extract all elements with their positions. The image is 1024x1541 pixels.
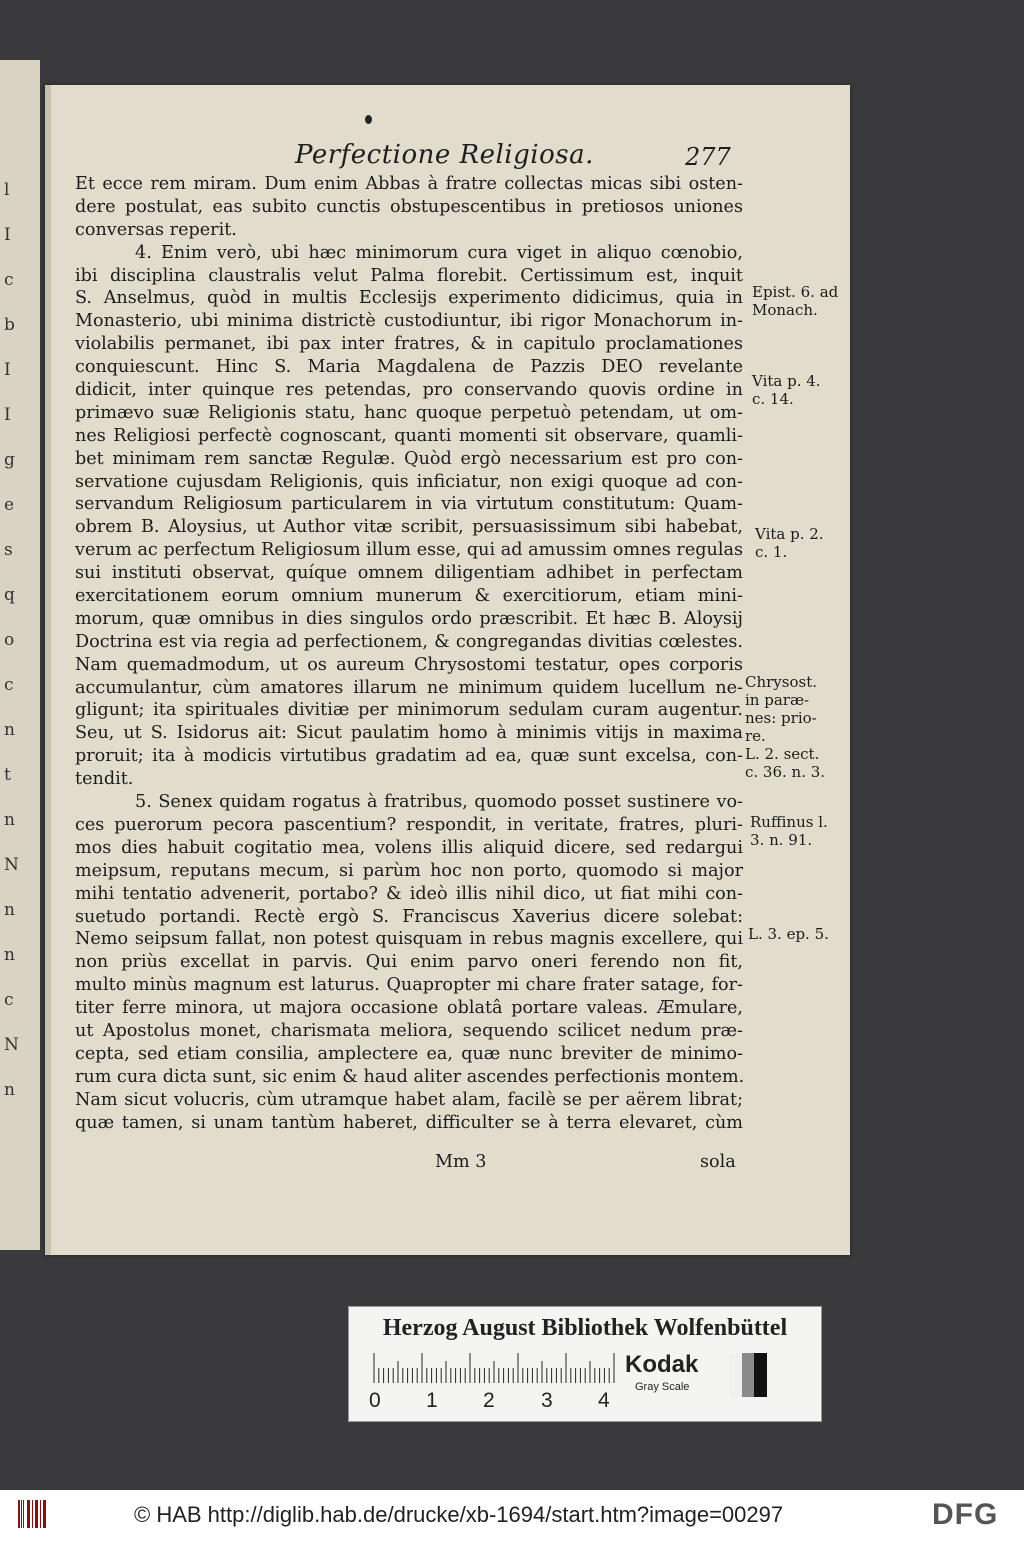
ruler-number: 4 [598, 1389, 610, 1412]
prev-page-letter: s [4, 540, 13, 560]
ruler-scale [369, 1353, 619, 1383]
kodak-label: Kodak [625, 1351, 699, 1378]
text-line: rum cura dicta sunt, sic enim & haud aliter ascendes perfectionis montem. [75, 1066, 745, 1087]
text-line: Nemo seipsum fallat, non potest quisquam in rebus magnis excellere, qui [75, 929, 743, 950]
page-number: 277 [685, 143, 731, 171]
text-line: Seu, ut S. Isidorus ait: Sicut paulatim homo à minimis vitijs in maxima [75, 723, 743, 744]
text-line: primævo suæ Religionis statu, hanc quoque perpetuò petendam, ut om- [75, 402, 743, 423]
prev-page-letter: l [4, 180, 10, 200]
marginal-note: L. 3. ep. 5. [748, 925, 829, 943]
prev-page-letter: e [4, 495, 15, 515]
barcode-bar [35, 1500, 37, 1528]
barcode-bar [45, 1500, 46, 1528]
text-line: servatione cujusdam Religionis, quis inficiatur, non exigi quoque ad con- [75, 471, 743, 492]
text-line: nes Religiosi perfectè cognoscant, quanti momenti sit observare, quamli- [75, 425, 743, 446]
prev-page-letter: c [4, 675, 14, 695]
gray-scale-label: Gray Scale [635, 1381, 690, 1393]
prev-page-letter: I [4, 405, 11, 425]
text-line: cepta, sed etiam consilia, amplectere ea, quæ nunc breviter de minimo- [75, 1043, 743, 1064]
book-page [45, 85, 850, 1255]
text-line: didicit, inter quinque res petendas, pro conservando quovis ordine in [75, 380, 743, 401]
text-line: 4. Enim verò, ubi hæc minimorum cura viget in aliquo cœnobio, [135, 242, 743, 263]
gray-scale-swatch [729, 1353, 767, 1397]
marginal-note: Epist. 6. ad Monach. [752, 283, 839, 319]
barcode-bar [40, 1500, 41, 1528]
text-line: mihi tentatio advenerit, portabo? & ideò illis nihil dico, ut fiat mihi con- [75, 883, 743, 904]
text-line: multo minùs magnum est laturus. Quapropter mi chare frater satage, for- [75, 975, 743, 996]
text-line: Nam quemadmodum, ut os aureum Chrysostomi testatur, opes corporis [75, 654, 743, 675]
barcode-bar [29, 1500, 30, 1528]
text-line: Nam sicut volucris, cùm utramque habet alam, facilè se per aërem librat; [75, 1089, 743, 1110]
prev-page-letter: n [4, 810, 15, 830]
prev-page-letter: c [4, 270, 14, 290]
library-name: Herzog August Bibliothek Wolfenbüttel [382, 1315, 788, 1341]
text-line: Monasterio, ubi minima districtè custodiuntur, ibi rigor Monachorum in- [75, 311, 743, 332]
text-line: tendit. [75, 769, 134, 790]
running-head: Perfectione Religiosa. [295, 140, 594, 170]
marginal-note: Vita p. 4. c. 14. [752, 372, 821, 408]
prev-page-letter: n [4, 900, 15, 920]
ruler-number: 3 [541, 1389, 553, 1412]
prev-page-letter: b [4, 315, 15, 335]
text-line: ibi disciplina claustralis velut Palma florebit. Certissimum est, inquit [75, 265, 743, 286]
ruler-numbers [369, 1389, 629, 1415]
text-line: proruit; ita à modicis virtutibus gradatim ad ea, quæ sunt excelsa, con- [75, 746, 743, 767]
barcode-bar [23, 1500, 24, 1528]
prev-page-letter: N [4, 1035, 19, 1055]
text-line: violabilis permanet, ibi pax inter fratres, & in capitulo proclamationes [75, 334, 743, 355]
prev-page-letter: N [4, 855, 19, 875]
library-color-card [348, 1306, 822, 1422]
text-line: S. Anselmus, quòd in multis Ecclesijs experimento didicimus, quia in [75, 288, 743, 309]
text-line: obrem B. Aloysius, ut Author vitæ scribit, persuasissimum sibi habebat, [75, 517, 743, 538]
ruler-number: 0 [369, 1389, 381, 1412]
barcode-bar [32, 1500, 33, 1528]
prev-page-letter: t [4, 765, 11, 785]
text-line: mos dies habuit cogitatio mea, volens illis aliquid dicere, sed redargui [75, 837, 743, 858]
prev-page-letter: n [4, 1080, 15, 1100]
barcode-bar [27, 1500, 29, 1528]
barcode-bar [21, 1500, 22, 1528]
prev-page-letter: c [4, 990, 14, 1010]
text-line: non priùs excellat in parvis. Qui enim parvo oneri ferendo non fit, [75, 952, 743, 973]
footer-bar [0, 1490, 1024, 1541]
signature-mark: Mm 3 [435, 1152, 487, 1172]
barcode-bar [37, 1500, 38, 1528]
text-line: titer ferre minora, ut majora occasione oblatâ portare valeas. Æmulare, [75, 998, 743, 1019]
text-line: bet minimam rem sanctæ Regulæ. Quòd ergò necessarium est pro con- [75, 448, 743, 469]
text-line: servandum Religiosum particularem in via virtutum constitutum: Quam- [75, 494, 743, 515]
text-line: ut Apostolus monet, charismata meliora, sequendo scilicet nedum præ- [75, 1020, 743, 1041]
text-line: meipsum, reputans mecum, si parùm hoc non porto, quomodo si major [75, 860, 743, 881]
body-text [75, 173, 743, 1134]
previous-page-edge [0, 60, 40, 1250]
text-line: quæ tamen, si unam tantùm haberet, difficulter se à terra elevaret, cùm [75, 1112, 743, 1133]
text-line: morum, quæ omnibus in dies singulos ordo præscribit. Et hæc B. Aloysij [75, 608, 743, 629]
prev-page-letter: I [4, 225, 11, 245]
text-line: sui instituti observat, quíque omnem diligentiam adhibet in perfectam [75, 563, 743, 584]
prev-page-letter: g [4, 450, 15, 470]
barcode-bar [18, 1500, 20, 1528]
text-line: accumulantur, cùm amatores illarum ne minimum quidem lucellum ne- [75, 677, 743, 698]
text-line: verum ac perfectum Religiosum illum esse, qui ad amussim omnes regulas [75, 540, 743, 561]
marginal-note: Ruffinus l. 3. n. 91. [750, 813, 828, 849]
text-line: Et ecce rem miram. Dum enim Abbas à fratre collectas micas sibi osten- [75, 174, 743, 194]
text-line: suetudo portandi. Rectè ergò S. Franciscus Xaverius dicere solebat: [75, 906, 743, 927]
prev-page-letter: o [4, 630, 15, 650]
ruler-number: 1 [426, 1389, 438, 1412]
prev-page-letter: I [4, 360, 11, 380]
marginal-note: Chrysost. in paræ- nes: prio- re. L. 2. sect. c. 36. n. 3. [745, 673, 826, 781]
prev-page-letter: q [4, 585, 15, 605]
marginal-note: Vita p. 2. c. 1. [755, 525, 824, 561]
prev-page-letter: n [4, 720, 15, 740]
barcode-bar [43, 1500, 45, 1528]
text-line: exercitationem eorum omnium munerum & exercitiorum, etiam mini- [75, 586, 743, 607]
text-line: conversas reperit. [75, 219, 237, 240]
footer-copyright-url[interactable]: © HAB http://diglib.hab.de/drucke/xb-1694/start.htm?image=00297 [134, 1502, 784, 1527]
prev-page-letter: n [4, 945, 15, 965]
barcode-icon [18, 1500, 48, 1528]
text-line: Doctrina est via regia ad perfectionem, & congregandas divitias cœlestes. [75, 631, 743, 652]
text-line: gligunt; ita spirituales divitiæ per minimorum sedulam curam augentur. [75, 700, 743, 721]
text-line: dere postulat, eas subito cunctis obstupescentibus in pretiosos uniones [75, 196, 743, 217]
text-line: ces puerorum pecora pascentium? respondit, in veritate, fratres, pluri- [75, 814, 743, 835]
dfg-logo: DFG [932, 1498, 999, 1531]
catchword: sola [700, 1152, 736, 1172]
ruler-number: 2 [483, 1389, 495, 1412]
text-line: conquiescunt. Hinc S. Maria Magdalena de Pazzis DEO revelante [75, 357, 743, 378]
ink-dot [365, 115, 372, 124]
text-line: 5. Senex quidam rogatus à fratribus, quomodo posset sustinere vo- [135, 792, 743, 813]
